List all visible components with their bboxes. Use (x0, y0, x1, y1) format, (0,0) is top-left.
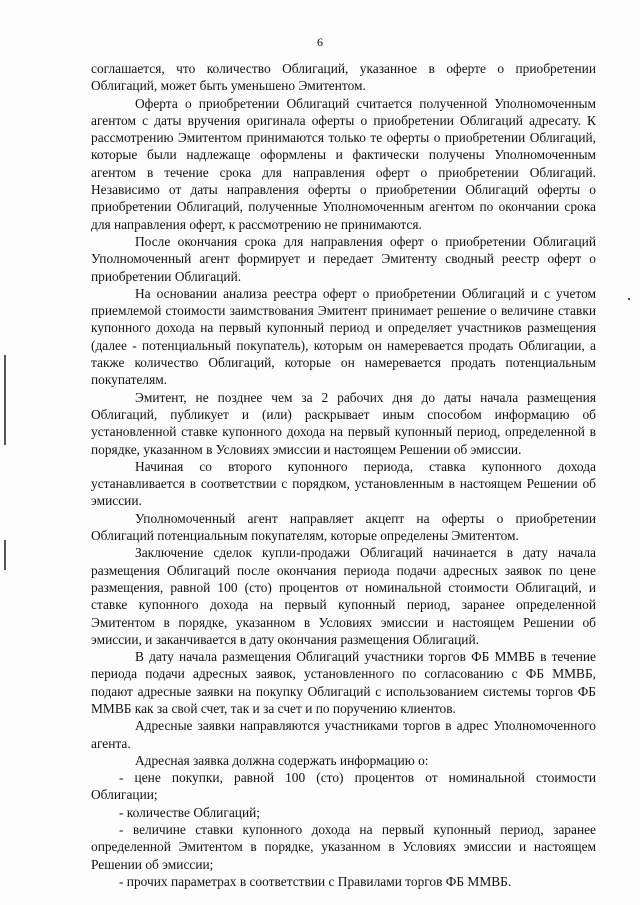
paragraph: соглашается, что количество Облигаций, указанное в оферте о приобретении Облигаций, может быть уменьшено Эмитентом. (91, 61, 596, 94)
paragraph: После окончания срока для направления оферт о приобретении Облигаций Уполномоченный агент формирует и передает Эмитенту сводный реестр оферт о приобретении Облигаций. (91, 233, 596, 284)
scan-edge-mark (4, 540, 6, 570)
paragraph: На основании анализа реестра оферт о приобретении Облигаций и с учетом приемлемой стоимости заимствования Эмитент принимает решение о величине ставки купонного дохода на первый купонный период и определяет участников размещения (далее - потенциальный покупатель), которым он намеревается продать Облигации, а также количество Облигаций, которые он намеревается продать потенциальным покупателям. (91, 285, 596, 388)
paragraph: В дату начала размещения Облигаций участники торгов ФБ ММВБ в течение периода подачи адресных заявок, установленного по согласованию с ФБ ММВБ, подают адресные заявки на покупку Облигаций с использованием системы торгов ФБ ММВБ как за свой счет, так и за счет и по поручению клиентов. (91, 649, 596, 716)
paragraph: Оферта о приобретении Облигаций считается полученной Уполномоченным агентом с даты вручения оригинала оферты о приобретении Облигаций адресату. К рассмотрению Эмитентом принимаются только те оферты о приобретении Облигаций, которые были надлежаще оформлены и фактически получены Уполномоченным агентом в течение срока для направления оферт о приобретении Облигаций. Независимо от даты направления оферты о приобретении Облигаций оферты о приобретении Облигаций, полученные Уполномоченным агентом по окончании срока для направления оферт, к рассмотрению не принимаются. (91, 95, 596, 232)
paragraph: Заключение сделок купли-продажи Облигаций начинается в дату начала размещения Облигаций после окончания периода подачи адресных заявок по цене размещения, равной 100 (сто) процентов от номинальной стоимости Облигаций, и ставке купонного дохода на первый купонный период, заранее определенной Эмитентом в порядке, указанном в Условиях эмиссии и настоящем Решении об эмиссии, и заканчивается в дату окончания размещения Облигаций. (91, 545, 596, 647)
page-number: 6 (317, 35, 323, 49)
paragraph: Эмитент, не позднее чем за 2 рабочих дня до даты начала размещения Облигаций, публикует и (или) раскрывает иным способом информацию об установленной ставке купонного дохода на первый купонный период, определенной в порядке, указанном в Условиях эмиссии и настоящем Решении об эмиссии. (91, 389, 596, 457)
paragraph: Уполномоченный агент направляет акцепт на оферты о приобретении Облигаций потенциальным покупателям, которые определены Эмитентом. (91, 510, 596, 544)
scan-speck (628, 298, 630, 300)
list-item: - величине ставки купонного дохода на первый купонный период, заранее определенной Эмитентом в порядке, указанном в Условиях эмиссии и настоящем Решении об эмиссии; (91, 822, 596, 872)
scan-edge-mark (4, 355, 6, 445)
list-item: - цене покупки, равной 100 (сто) процентов от номинальной стоимости Облигации; (91, 770, 596, 803)
paragraph: Адресные заявки направляются участниками торгов в адрес Уполномоченного агента. (91, 718, 596, 751)
list-item: - прочих параметрах в соответствии с Правилами торгов ФБ ММВБ. (119, 873, 512, 889)
paragraph: Адресная заявка должна содержать информацию о: (135, 752, 429, 768)
list-item: - количестве Облигаций; (119, 804, 260, 820)
document-body (91, 60, 596, 890)
paragraph: Начиная со второго купонного периода, ставка купонного дохода устанавливается в соответствии с порядком, установленным в настоящем Решении об эмиссии. (91, 458, 596, 509)
